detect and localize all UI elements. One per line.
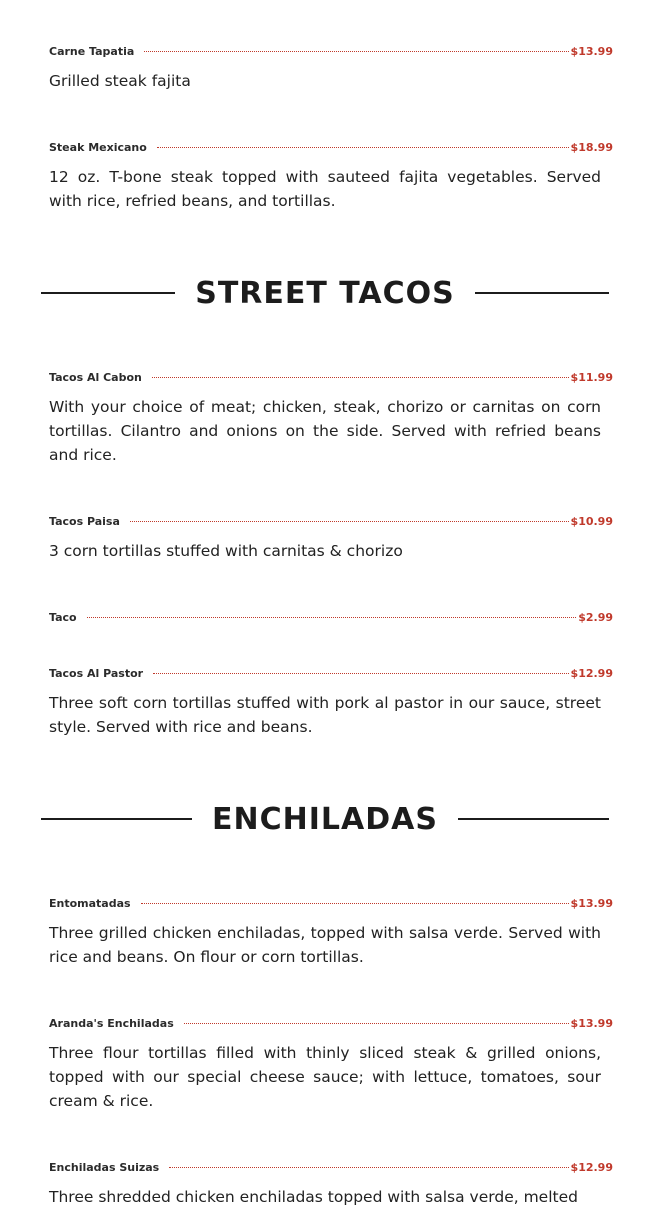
heading-rule-right — [475, 292, 609, 294]
item-description: 12 oz. T-bone steak topped with sauteed fajita vegetables. Served with rice, refried beans, and tortillas. — [49, 168, 601, 210]
heading-rule-left — [41, 292, 175, 294]
dot-leader — [87, 617, 577, 618]
dot-leader — [157, 147, 569, 148]
menu-item-enchiladas-suizas — [49, 1160, 613, 1209]
item-description: Grilled steak fajita — [49, 72, 191, 90]
item-name: Entomatadas — [49, 897, 131, 910]
dot-leader — [144, 51, 568, 52]
item-description: Three grilled chicken enchiladas, topped with salsa verde. Served with rice and beans. On flour or corn tortillas. — [49, 924, 601, 966]
dot-leader — [130, 521, 569, 522]
menu-item-steak-mexicano — [49, 140, 613, 213]
item-name: Tacos Al Pastor — [49, 667, 144, 680]
item-name: Steak Mexicano — [49, 141, 147, 154]
item-description: Three soft corn tortillas stuffed with pork al pastor in our sauce, street style. Served with rice and beans. — [49, 694, 601, 736]
item-description: With your choice of meat; chicken, steak, chorizo or carnitas on corn tortillas. Cilantro and onions on the side. Served with refried beans and rice. — [49, 398, 601, 464]
dot-leader — [169, 1167, 568, 1168]
section-heading-enchiladas — [41, 799, 609, 839]
item-price: $13.99 — [570, 45, 613, 58]
item-price: $13.99 — [570, 1017, 613, 1030]
item-name: Enchiladas Suizas — [49, 1161, 160, 1174]
item-price: $13.99 — [570, 897, 613, 910]
dot-leader — [152, 377, 569, 378]
item-price: $11.99 — [570, 371, 613, 384]
dot-leader — [184, 1023, 569, 1024]
heading-rule-left — [41, 818, 192, 820]
item-description: Three shredded chicken enchiladas topped with salsa verde, melted — [49, 1188, 578, 1206]
heading-rule-right — [458, 818, 609, 820]
item-price: $18.99 — [570, 141, 613, 154]
menu-item-arandas-enchiladas — [49, 1016, 613, 1113]
section-title: STREET TACOS — [195, 275, 455, 311]
menu-item-tacos-paisa — [49, 514, 613, 563]
menu-item-carne-tapatia — [49, 44, 613, 93]
item-name: Taco — [49, 611, 77, 624]
item-name: Tacos Al Cabon — [49, 371, 142, 384]
item-name: Carne Tapatia — [49, 45, 135, 58]
item-name: Tacos Paisa — [49, 515, 120, 528]
section-title: ENCHILADAS — [212, 801, 438, 837]
item-description: 3 corn tortillas stuffed with carnitas & chorizo — [49, 542, 403, 560]
item-name: Aranda's Enchiladas — [49, 1017, 174, 1030]
section-heading-street-tacos — [41, 273, 609, 313]
item-price: $12.99 — [570, 667, 613, 680]
item-price: $2.99 — [578, 611, 613, 624]
dot-leader — [153, 673, 568, 674]
item-description: Three flour tortillas filled with thinly sliced steak & grilled onions, topped with our special cheese sauce; with lettuce, tomatoes, sour cream & rice. — [49, 1044, 601, 1110]
menu-item-tacos-al-cabon — [49, 370, 613, 467]
menu-item-taco — [49, 610, 613, 626]
menu-item-entomatadas — [49, 896, 613, 969]
item-price: $10.99 — [570, 515, 613, 528]
item-price: $12.99 — [570, 1161, 613, 1174]
menu-item-tacos-al-pastor — [49, 666, 613, 739]
dot-leader — [141, 903, 569, 904]
